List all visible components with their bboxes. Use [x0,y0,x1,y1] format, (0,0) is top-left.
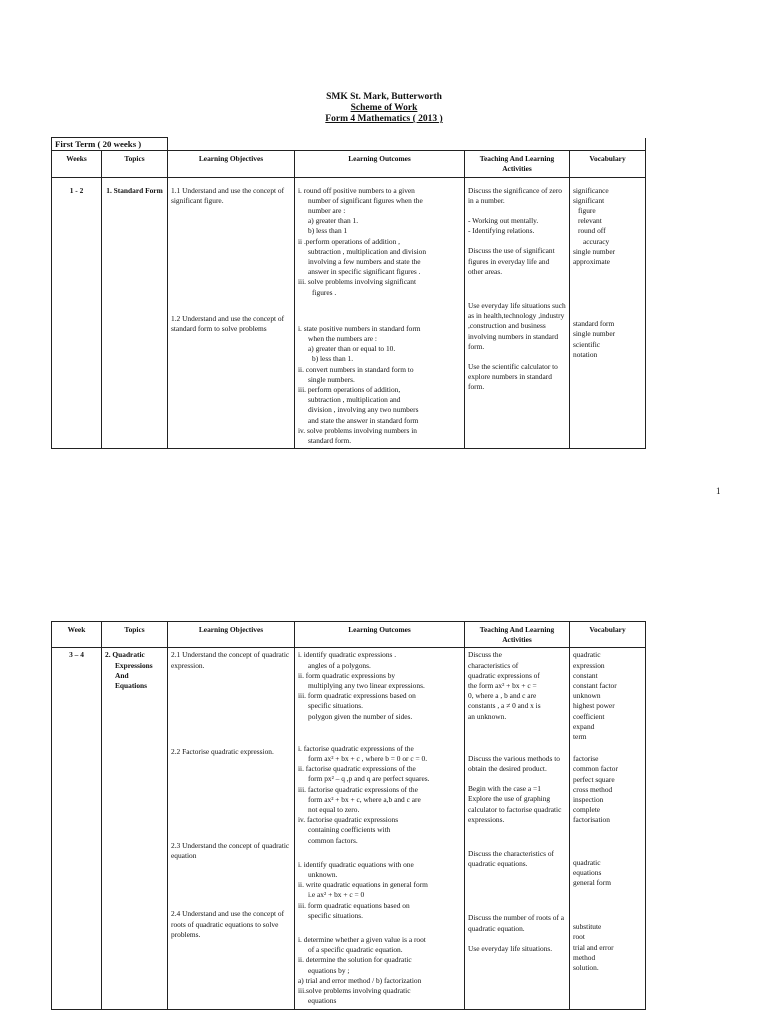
objective-item: 2.3 Understand the concept of quadratic equation [171,841,290,861]
outcome-line: subtraction , multiplication and [308,395,401,405]
col-objectives: Learning Objectives [168,622,295,648]
activity-line: - Working out mentally. [468,216,539,226]
vocab-item: factorisation [573,815,610,825]
outcome-line: and state the answer in standard form [308,415,419,425]
week-cell: 3 – 4 [52,648,102,1009]
vocab-item: solution. [573,963,599,973]
outcome-line: iii. factorise quadratic expressions of the [298,784,418,794]
activity-line: 0, where a , b and c are [468,691,537,701]
col-topics: Topics [102,622,168,648]
vocab-item: single number [573,329,616,339]
col-activities: Teaching And Learning Activities [465,622,570,648]
outcome-line: b) less than 1 [308,226,348,236]
topic-line: Equations [115,681,148,691]
activity-line: an unknown. [468,711,507,721]
outcome-line: iv. factorise quadratic expressions [298,815,399,825]
vocab-item: standard form [573,319,615,329]
school-name: SMK St. Mark, Butterworth [326,92,442,102]
outcomes-cell [295,648,465,1009]
outcome-line: ii. determine the solution for quadratic [298,955,412,965]
activity-line: - Identifying relations. [468,226,535,236]
col-vocabulary: Vocabulary [570,622,646,648]
objective-item: 1.1 Understand and use the concept of significant figure. [171,185,285,205]
activity-line: Discuss the characteristics of quadratic equations. [468,849,554,869]
outcome-line: containing coefficients with [308,825,391,835]
outcome-line: answer in specific significant figures . [308,267,421,277]
activity-line: Discuss the significance of zero in a number. [468,185,562,205]
outcome-line: equations by ; [308,965,350,975]
topic-line: 2. Quadratic [105,650,145,660]
vocab-item: single number [573,246,616,256]
outcome-line: specific situations. [308,701,364,711]
outcome-line: form px² – q ,p and q are perfect squares. [308,774,430,784]
outcome-line: not equal to zero. [308,805,360,815]
topic-line: Expressions [115,660,153,670]
activity-line: Discuss the various methods to obtain the desired product. [468,753,560,774]
activity-line: Use the scientific calculator to explore numbers in standard form. [468,362,558,392]
outcome-line: equations [308,996,337,1006]
week-cell: 1 - 2 [52,177,102,449]
outcome-line: when the numbers are : [308,334,377,344]
outcome-line: i. factorise quadratic expressions of the [298,743,414,753]
objective-item: 2.1 Understand the concept of quadratic expression. [171,650,290,670]
outcome-line: standard form. [308,436,352,446]
activity-line: Discuss the number of roots of a quadratic equation. [468,913,565,933]
outcome-line: i.e ax² + bx + c = 0 [308,890,365,900]
outcome-line: b) less than 1. [312,354,354,364]
objective-item: 1.2 Understand and use the concept of standard form to solve problems [171,314,285,334]
page-number: 1 [716,486,721,496]
term-row [52,138,646,151]
outcome-line: a) greater than or equal to 10. [308,344,396,354]
vocabulary-cell [570,177,646,449]
vocab-item: expand [573,721,595,731]
outcome-line: form ax² + bx + c , where b = 0 or c = 0. [308,754,428,764]
activity-line: the form ax² + bx + c = [468,681,537,691]
col-activities: Teaching And Learning Activities [465,151,570,177]
activity-line: Explore the use of graphing calculator to factorise quadratic expressions. [468,794,562,824]
vocabulary-cell [570,648,646,1009]
outcome-line: iii. solve problems involving significant [298,277,417,287]
header-row [52,622,646,648]
vocab-item: quadratic [573,857,601,867]
vocab-item: complete [573,805,601,815]
outcome-line: unknown. [308,870,338,880]
vocab-item: root [573,932,585,942]
outcome-line: polygon given the number of sides. [308,711,413,721]
outcome-line: i. round off positive numbers to a given [298,185,415,195]
vocab-item: method [573,952,596,962]
scheme-table-first-term [51,137,646,449]
outcome-line: iii. form quadratic equations based on [298,900,410,910]
outcome-line: of a specific quadratic equation. [308,945,403,955]
activity-line: Use everyday life situations. [468,943,553,953]
outcome-line: iii. form quadratic expressions based on [298,691,416,701]
vocab-item: approximate [573,257,610,267]
vocab-item: coefficient [573,711,605,721]
vocab-item: constant factor [573,681,617,691]
vocab-item: round off [578,226,606,236]
activities-cell [465,177,570,449]
outcome-line: specific situations. [308,910,364,920]
vocab-item: term [573,732,587,742]
activity-line: Discuss the use of significant figures in everyday life and other areas. [468,246,555,276]
vocab-item: significant [573,195,605,205]
vocab-item: expression [573,660,605,670]
vocab-item: accuracy [583,236,610,246]
outcome-line: involving a few numbers and state the [308,257,421,267]
col-vocabulary: Vocabulary [570,151,646,177]
vocab-item: equations [573,867,602,877]
document-subtitle: Form 4 Mathematics ( 2013 ) [325,114,443,124]
vocab-item: constant [573,670,598,680]
document-title: Scheme of Work [350,103,418,113]
outcome-line: figures . [312,287,337,297]
vocab-item: cross method [573,784,613,794]
vocab-item: common factor [573,764,618,774]
vocab-item: relevant [578,216,602,226]
activity-line: quadratic expressions of [468,670,540,680]
vocab-item: perfect square [573,774,615,784]
outcome-line: i. identify quadratic equations with one [298,859,414,869]
outcome-line: i. state positive numbers in standard form [298,323,421,333]
outcome-line: a) greater than 1. [308,216,359,226]
table-row [52,177,646,449]
term-label: First Term ( 20 weeks ) [52,138,168,151]
outcome-line: division , involving any two numbers [308,405,419,415]
vocab-item: general form [573,878,611,888]
outcome-line: i. identify quadratic expressions . [298,650,397,660]
outcome-line: multiplying any two linear expressions. [308,681,425,691]
col-outcomes: Learning Outcomes [295,622,465,648]
outcome-line: number are : [308,206,346,216]
outcome-line: a) trial and error method / b) factorization [298,975,422,985]
activity-line: Discuss the [468,650,502,660]
topic-cell: 1. Standard Form [102,177,168,449]
vocab-item: trial and error [573,942,614,952]
objectives-cell [168,177,295,449]
outcome-line: ii. form quadratic expressions by [298,670,396,680]
col-week: Week [52,622,102,648]
objective-item: 2.2 Factorise quadratic expression. [171,746,274,756]
outcome-line: iv. solve problems involving numbers in [298,425,417,435]
topic-cell [102,648,168,1009]
table-row [52,648,646,1009]
col-outcomes: Learning Outcomes [295,151,465,177]
activity-line: Use everyday life situations such as in health,technology ,industry ,construction and business involving numbers in standard form. [468,301,566,351]
activities-cell [465,648,570,1009]
outcome-line: subtraction , multiplication and division [308,246,427,256]
vocab-item: scientific [573,339,601,349]
col-weeks: Weeks [52,151,102,177]
outcome-line: ii. convert numbers in standard form to [298,364,414,374]
objective-item: 2.4 Understand and use the concept of roots of quadratic equations to solve problems. [171,909,285,939]
outcome-line: ii .perform operations of addition , [298,236,401,246]
vocab-item: significance [573,185,609,195]
outcomes-cell [295,177,465,449]
col-topics: Topics [102,151,168,177]
vocab-item: factorise [573,754,599,764]
objectives-cell [168,648,295,1009]
activity-line: constants , a ≠ 0 and x is [468,701,541,711]
document-header [0,92,768,125]
outcome-line: common factors. [308,835,358,845]
outcome-line: number of significant figures when the [308,195,423,205]
col-objectives: Learning Objectives [168,151,295,177]
outcome-line: ii. factorise quadratic expressions of the [298,764,416,774]
outcome-line: angles of a polygons. [308,660,371,670]
topic-line: And [115,670,129,680]
outcome-line: iii.solve problems involving quadratic [298,986,411,996]
activity-line: Begin with the case a =1 [468,784,541,794]
vocab-item: quadratic [573,650,601,660]
vocab-item: inspection [573,795,604,805]
vocab-item: highest power [573,701,615,711]
outcome-line: iii. perform operations of addition, [298,385,401,395]
outcome-line: single numbers. [308,374,355,384]
vocab-item: notation [573,349,598,359]
vocab-item: figure [578,206,596,216]
scheme-table-continued [51,621,646,1010]
outcome-line: i. determine whether a given value is a root [298,935,426,945]
header-row [52,151,646,177]
outcome-line: ii. write quadratic equations in general form [298,880,428,890]
outcome-line: form ax² + bx + c, where a,b and c are [308,794,421,804]
activity-line: characteristics of [468,660,519,670]
vocab-item: unknown [573,691,601,701]
vocab-item: substitute [573,922,602,932]
